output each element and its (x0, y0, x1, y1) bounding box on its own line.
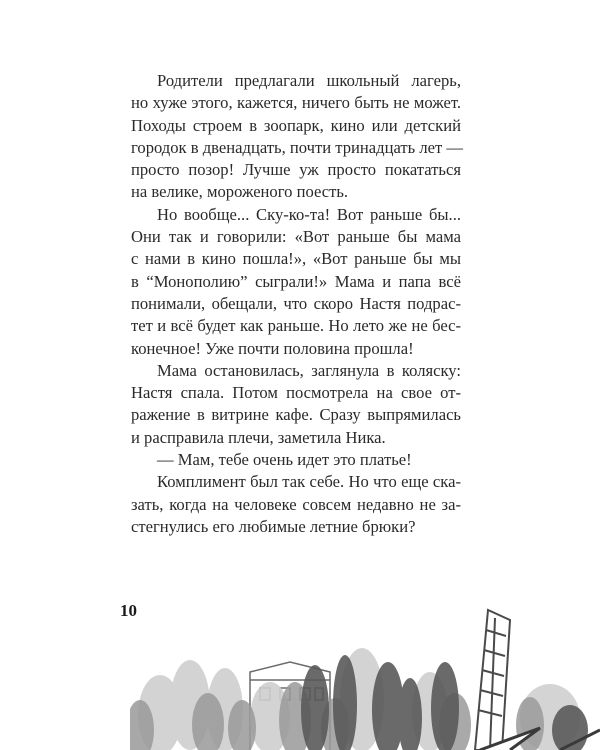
body-text (131, 70, 464, 538)
paragraph-1 (131, 70, 464, 204)
paragraph-2 (131, 204, 461, 360)
text-line: Походы строем в зоопарк, кино или детский (131, 115, 461, 135)
text-line: просто позор! Лучше уж просто покататься (131, 160, 461, 180)
paragraph-4-dialogue (131, 449, 461, 471)
text-line: но хуже этого, кажется, ничего быть не может. (131, 93, 461, 113)
text-line: и расправила плечи, заметила Ника. (131, 427, 386, 447)
text-line: на велике, мороженого поесть. (131, 182, 349, 202)
text-line: ражение в витрине кафе. Сразу выпрямилась (131, 405, 461, 425)
paragraph-5 (131, 471, 461, 538)
text-line: — Мам, тебе очень идет это платье! (157, 450, 412, 470)
text-line: Комплимент был так себе. Но что еще ска- (157, 472, 461, 492)
text-line: Настя спала. Потом посмотрела на свое от- (131, 383, 461, 403)
text-line: понимали, обещали, что скоро Настя подрас- (131, 293, 461, 313)
text-line: Родители предлагали школьный лагерь, (157, 71, 461, 90)
text-line: Но вообще... Ску-ко-та! Вот раньше бы... (157, 204, 461, 224)
text-line: Мама остановилась, заглянула в коляску: (157, 360, 461, 380)
city-watercolor-illustration-icon (130, 600, 600, 750)
tall-building-icon (475, 610, 510, 750)
paragraph-3 (131, 360, 461, 449)
text-line: с нами в кино пошла!», «Вот раньше бы мы (131, 249, 461, 269)
page-number: 10 (120, 601, 137, 620)
text-line: в “Монополию” сыграли!» Мама и папа всё (131, 271, 461, 291)
text-line: тет и всё будет как раньше. Но лето же не бес- (131, 316, 461, 336)
text-line: Они так и говорили: «Вот раньше бы мама (131, 227, 461, 247)
text-line: городок в двенадцать, почти тринадцать лет — (131, 137, 464, 157)
text-line: конечное! Уже почти половина прошла! (131, 338, 414, 358)
text-line: зать, когда на человеке совсем недавно не за- (131, 494, 461, 514)
text-line: стегнулись его любимые летние брюки? (131, 516, 416, 536)
